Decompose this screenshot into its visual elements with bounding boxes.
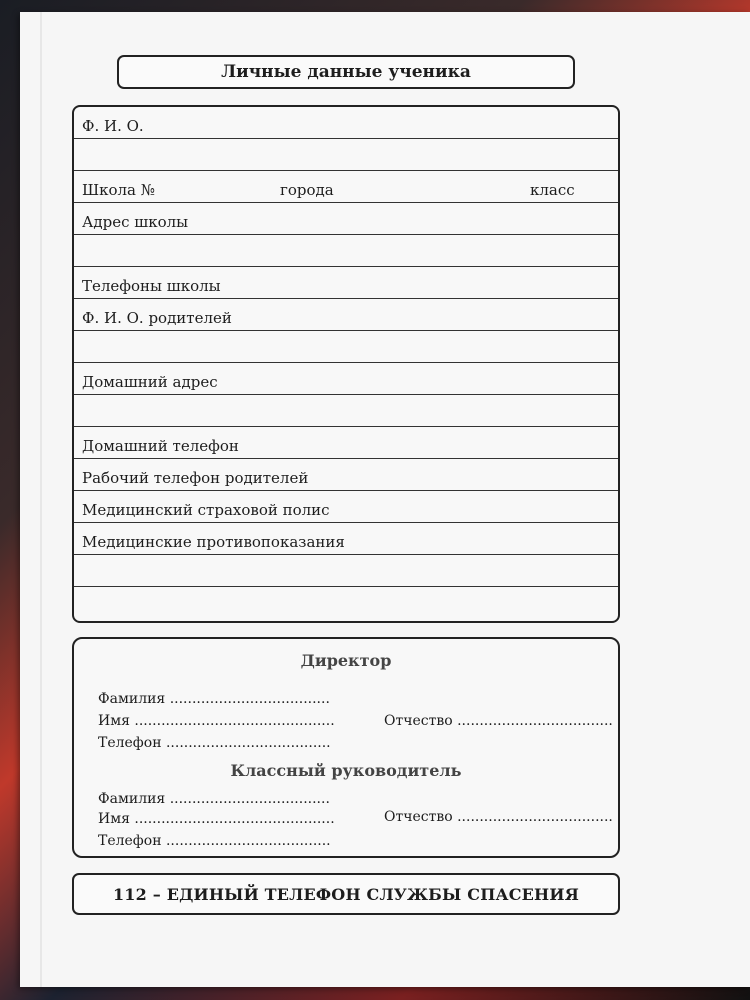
form-row[interactable] (74, 587, 618, 619)
form-row-label: Домашний адрес (82, 373, 218, 391)
form-row-label: Телефоны школы (82, 277, 221, 295)
form-row-right: класс (530, 181, 575, 199)
form-row[interactable] (74, 363, 618, 395)
form-row[interactable] (74, 203, 618, 235)
page-title: Личные данные ученика (221, 62, 471, 82)
page-fold (40, 12, 42, 987)
class-teacher-heading: Классный руководитель (230, 761, 462, 780)
form-row-label: Медицинские противопоказания (82, 533, 345, 551)
form-row[interactable] (74, 107, 618, 139)
form-row-label: Медицинский страховой полис (82, 501, 330, 519)
form-row-label: Рабочий телефон родителей (82, 469, 309, 487)
form-row[interactable] (74, 523, 618, 555)
form-row[interactable] (74, 331, 618, 363)
emergency-footer (72, 873, 620, 915)
form-row-mid: города (280, 181, 334, 199)
form-row[interactable] (74, 171, 618, 203)
form-row-label: Школа № (82, 181, 155, 199)
form-row-label: Адрес школы (82, 213, 189, 231)
form-row[interactable] (74, 491, 618, 523)
director-patronymic-field[interactable]: Отчество ................................... (384, 713, 613, 729)
director-heading: Директор (300, 651, 392, 670)
director-surname-field[interactable]: Фамилия .................................... (98, 691, 330, 707)
form-row[interactable] (74, 459, 618, 491)
form-row[interactable] (74, 139, 618, 171)
form-row[interactable] (74, 395, 618, 427)
form-row-label: Ф. И. О. родителей (82, 309, 232, 327)
form-row[interactable] (74, 235, 618, 267)
form-row[interactable] (74, 555, 618, 587)
form-row-label: Домашний телефон (82, 437, 239, 455)
teacher-surname-field[interactable]: Фамилия .................................... (98, 791, 330, 807)
emergency-text: 112 – ЕДИНЫЙ ТЕЛЕФОН СЛУЖБЫ СПАСЕНИЯ (112, 884, 580, 904)
form-row[interactable] (74, 267, 618, 299)
director-name-field[interactable]: Имя ............................................. (98, 713, 335, 729)
form-row[interactable] (74, 427, 618, 459)
personal-data-form (72, 105, 620, 623)
page-title-box (117, 55, 575, 89)
teacher-phone-field[interactable]: Телефон ..................................... (98, 833, 331, 849)
form-row[interactable] (74, 299, 618, 331)
teacher-name-field[interactable]: Имя ............................................. (98, 811, 335, 827)
director-phone-field[interactable]: Телефон ..................................... (98, 735, 331, 751)
form-row-label: Ф. И. О. (82, 117, 144, 135)
contacts-panel (72, 637, 620, 858)
teacher-patronymic-field[interactable]: Отчество ................................... (384, 809, 613, 825)
